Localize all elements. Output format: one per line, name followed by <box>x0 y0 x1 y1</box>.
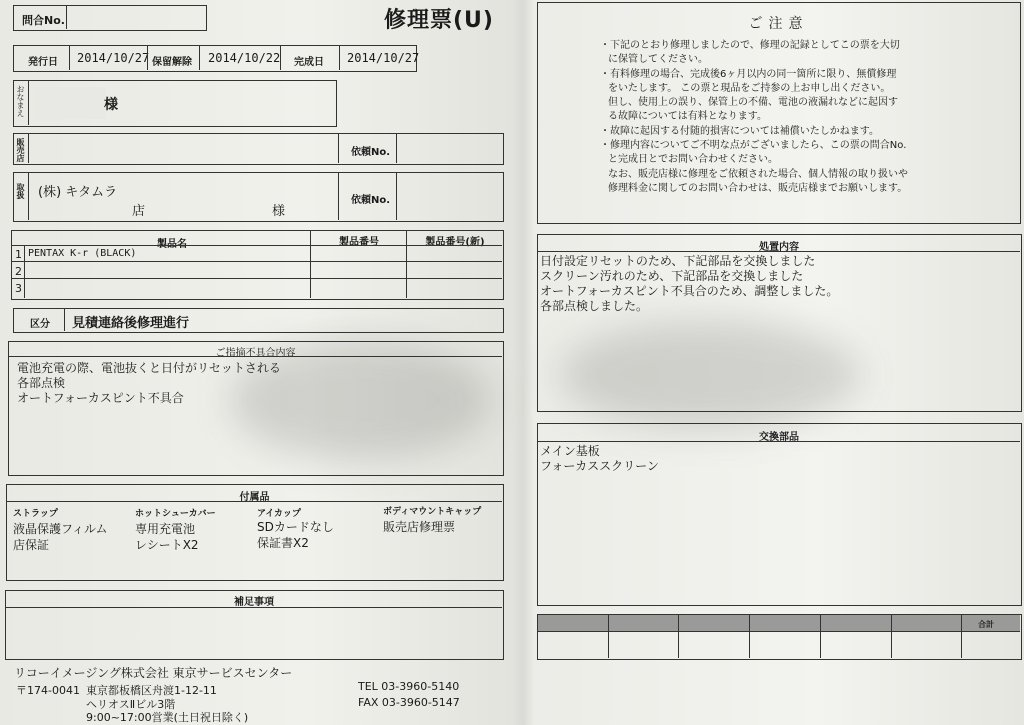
accessories-header: 付属品 <box>239 492 270 503</box>
page-title: 修理票(U) <box>384 8 494 33</box>
product-number-new-header: 製品番号(新) <box>425 237 485 248</box>
notice-box <box>537 2 1021 224</box>
footer-address1: 東京都板橋区舟渡1-12-11 <box>86 684 217 697</box>
handler-honorific: 様 <box>272 204 286 219</box>
notice-line: ・修理内容についてご不明な点がございましたら、この票の問合No. <box>600 140 907 152</box>
handler-store-suffix: 店 <box>132 204 146 219</box>
accessory-item: 液晶保護フィルム <box>13 522 108 536</box>
treatment-box <box>537 234 1022 412</box>
notice-title: ご注意 <box>748 16 809 32</box>
treatment-line: 日付設定リセットのため、下記部品を交換しました <box>540 254 816 268</box>
notice-line: ・故障に起因する付随的損害については補償いたしかねます。 <box>600 125 879 137</box>
notice-text <box>600 39 908 196</box>
completed-label: 完成日 <box>294 57 324 68</box>
issued-date: 2014/10/27 <box>77 51 150 65</box>
charges-total-label: 合計 <box>978 620 994 629</box>
footer-fax: FAX 03-3960-5147 <box>358 696 460 709</box>
completed-date: 2014/10/27 <box>347 51 420 65</box>
dates-row <box>13 45 420 72</box>
footer-hours: 9:00~17:00営業(土日祝日除く) <box>86 711 249 724</box>
notice-line: に保管してください。 <box>608 54 708 66</box>
handler-request-no-label: 依頼No. <box>351 195 391 206</box>
notice-line: 但し、使用上の誤り、保管上の不備、電池の液漏れなどに起因す <box>608 97 898 109</box>
product-number-header: 製品番号 <box>339 237 379 248</box>
dealer-label: 販売店 <box>16 138 25 162</box>
hold-release-date: 2014/10/22 <box>208 51 281 65</box>
handler-company: (株) キタムラ <box>38 185 118 200</box>
footer-address2: ヘリオスⅡビル3階 <box>86 698 176 711</box>
inquiry-no-label: 問合No. <box>22 14 65 27</box>
notice-line: をいたします。 この票と現品をご持参の上お申し出ください。 <box>608 82 891 94</box>
product-row-no: 3 <box>15 282 22 295</box>
parts-line: メイン基板 <box>540 444 600 458</box>
accessories-box <box>6 484 504 581</box>
footer-tel: TEL 03-3960-5140 <box>358 680 460 693</box>
footer-company: リコーイメージング株式会社 東京サービスセンター <box>14 666 293 680</box>
dealer-box <box>13 133 504 165</box>
complaint-line: 電池充電の際、電池抜くと日付がリセットされる <box>17 361 281 375</box>
complaint-box <box>8 341 504 476</box>
product-row-no: 1 <box>15 248 22 261</box>
product-table <box>11 230 504 300</box>
customer-honorific: 様 <box>104 97 118 113</box>
notice-line: と完成日とでお問い合わせください。 <box>608 154 778 166</box>
accessory-item: レシートX2 <box>135 538 199 552</box>
supplementary-box <box>5 590 504 660</box>
treatment-line: 各部点検しました。 <box>540 299 649 313</box>
handler-box <box>13 172 504 222</box>
charges-header-row <box>538 615 1020 631</box>
notice-line: ・下記のとおり修理しましたので、修理の記録としてこの票を大切 <box>600 40 900 51</box>
footer-postal: 〒174-0041 <box>16 684 80 697</box>
redacted-name <box>36 87 106 119</box>
treatment-line: オートフォーカスピント不具合のため、調整しました。 <box>540 284 839 298</box>
notice-line: る故障については有料となります。 <box>608 111 767 123</box>
product-row-name: PENTAX K-r (BLACK) <box>28 248 137 259</box>
accessory-item: 販売店修理票 <box>383 520 456 534</box>
notice-line: 修理料金に関してのお問い合わせは、販売店様までお願いします。 <box>608 182 908 194</box>
dealer-request-no-label: 依頼No. <box>351 147 391 158</box>
category-box <box>13 308 504 333</box>
notice-line: なお、販売店様に修理をご依頼された場合、個人情報の取り扱いや <box>608 168 908 180</box>
handler-label: 取扱 <box>16 183 25 199</box>
hold-release-label: 保留解除 <box>152 57 192 68</box>
accessory-item: 専用充電池 <box>135 522 196 536</box>
complaint-line: オートフォーカスピント不具合 <box>17 391 184 405</box>
product-name-header: 製品名 <box>157 239 187 250</box>
notice-line: ・有料修理の場合、完成後6ヶ月以内の同一箇所に限り、無償修理 <box>600 68 897 80</box>
charges-table <box>537 614 1022 660</box>
supplementary-header: 補足事項 <box>234 597 274 608</box>
complaint-line: 各部点検 <box>17 376 66 390</box>
customer-name-box <box>13 80 337 127</box>
accessory-item: ストラップ <box>13 509 58 519</box>
parts-box <box>537 423 1022 606</box>
accessory-item: 店保証 <box>13 538 50 552</box>
parts-line: フォーカススクリーン <box>540 459 659 473</box>
accessory-item: 保証書X2 <box>257 536 309 550</box>
issued-label: 発行日 <box>28 57 58 68</box>
treatment-line: スクリーン汚れのため、下記部品を交換しました <box>540 269 804 283</box>
accessory-item: SDカードなし <box>257 520 334 534</box>
complaint-header: ご指摘不具合内容 <box>215 348 296 359</box>
inquiry-no-box <box>13 5 207 31</box>
accessory-item: アイカップ <box>257 509 301 519</box>
product-row-no: 2 <box>15 265 22 278</box>
category-value: 見積連絡後修理進行 <box>72 316 190 331</box>
accessory-item: ホットシューカバー <box>135 509 216 519</box>
customer-name-label: おなまえ <box>16 85 25 117</box>
paper-fold <box>512 0 534 725</box>
category-label: 区分 <box>30 319 50 330</box>
treatment-header: 処置内容 <box>759 242 799 253</box>
accessory-item: ボディマウントキャップ <box>383 507 482 517</box>
parts-header: 交換部品 <box>759 432 799 443</box>
